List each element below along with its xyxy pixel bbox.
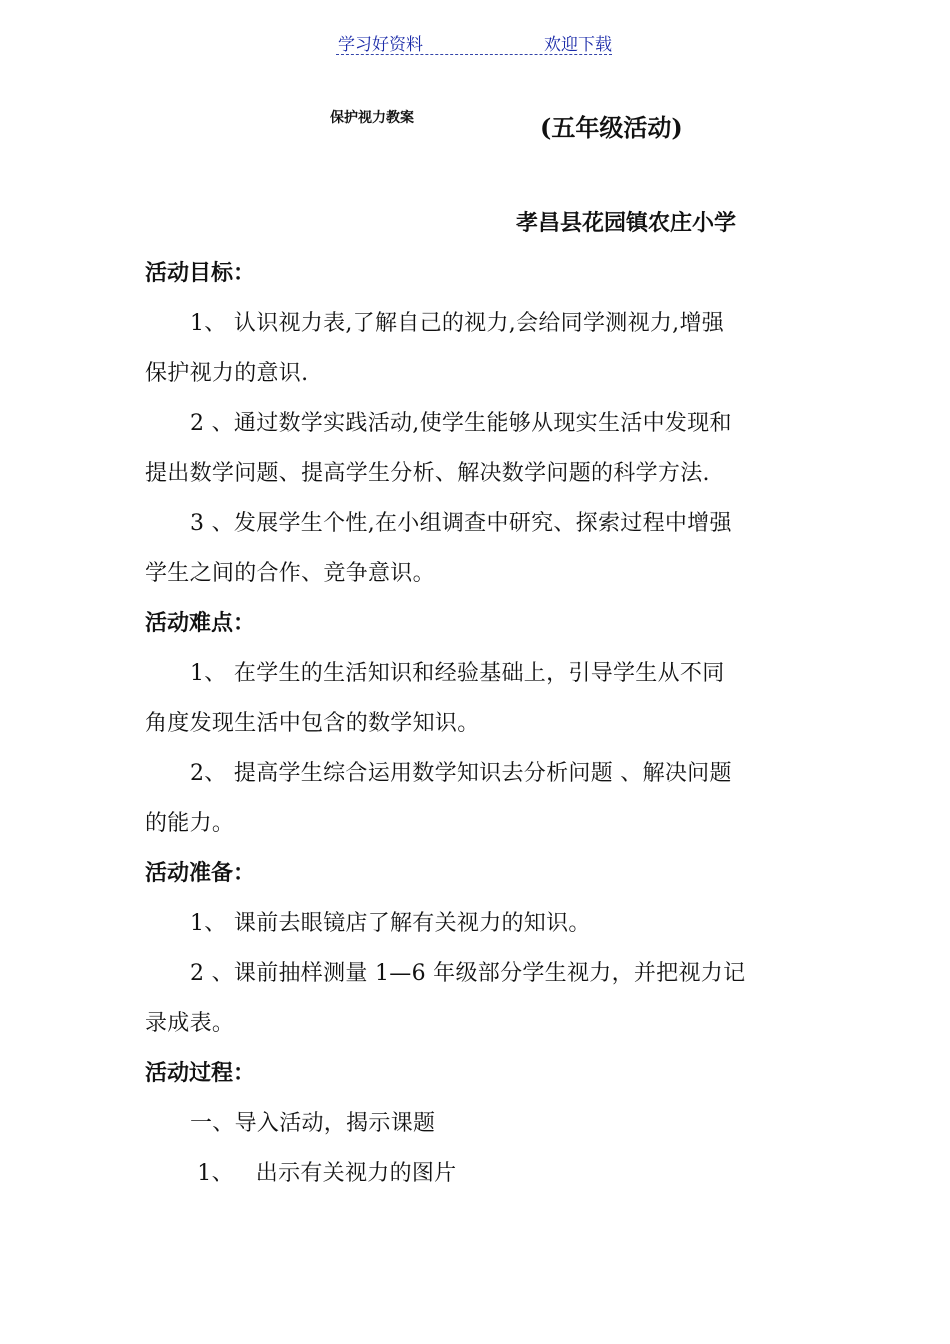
heading-preparation: 活动准备： (145, 860, 256, 886)
difficulty-2-line-1: 2、 提高学生综合运用数学知识去分析问题 、解决问题 (190, 761, 732, 786)
heading-process: 活动过程： (145, 1060, 256, 1086)
process-step-1: 一、导入活动，揭示课题 (190, 1111, 436, 1136)
goal-3-line-1: 3 、发展学生个性,在小组调查中研究、探索过程中增强 (190, 511, 732, 536)
goal-1-line-2: 保护视力的意识. (145, 361, 309, 386)
difficulty-1-line-1: 1、 在学生的生活知识和经验基础上，引导学生从不同 (190, 661, 725, 686)
school-name: 孝昌县花园镇农庄小学 (516, 210, 737, 236)
goal-2-line-1: 2 、通过数学实践活动,使学生能够从现实生活中发现和 (190, 411, 732, 436)
title-small: 保护视力教案 (330, 110, 414, 126)
header-left-text: 学习好资料 (338, 35, 423, 55)
difficulty-2-line-2: 的能力。 (145, 811, 235, 836)
title-large: (五年级活动) (540, 113, 683, 142)
preparation-2-line-2: 录成表。 (145, 1011, 235, 1036)
goal-2-line-2: 提出数学问题、提高学生分析、解决数学问题的科学方法. (145, 461, 710, 486)
header-right-text: 欢迎下载 (544, 35, 612, 55)
process-step-1-item-1: 1、 出示有关视力的图片 (190, 1161, 457, 1186)
heading-difficulties: 活动难点： (145, 610, 256, 636)
goal-3-line-2: 学生之间的合作、竞争意识。 (145, 561, 435, 586)
heading-goals: 活动目标： (145, 260, 256, 286)
goal-1-line-1: 1、 认识视力表,了解自己的视力,会给同学测视力,增强 (190, 311, 725, 336)
preparation-2-line-1: 2 、课前抽样测量 1—6 年级部分学生视力，并把视力记 (190, 961, 746, 986)
difficulty-1-line-2: 角度发现生活中包含的数学知识。 (145, 711, 480, 736)
preparation-1: 1、 课前去眼镜店了解有关视力的知识。 (190, 911, 591, 936)
page-header (336, 30, 612, 55)
